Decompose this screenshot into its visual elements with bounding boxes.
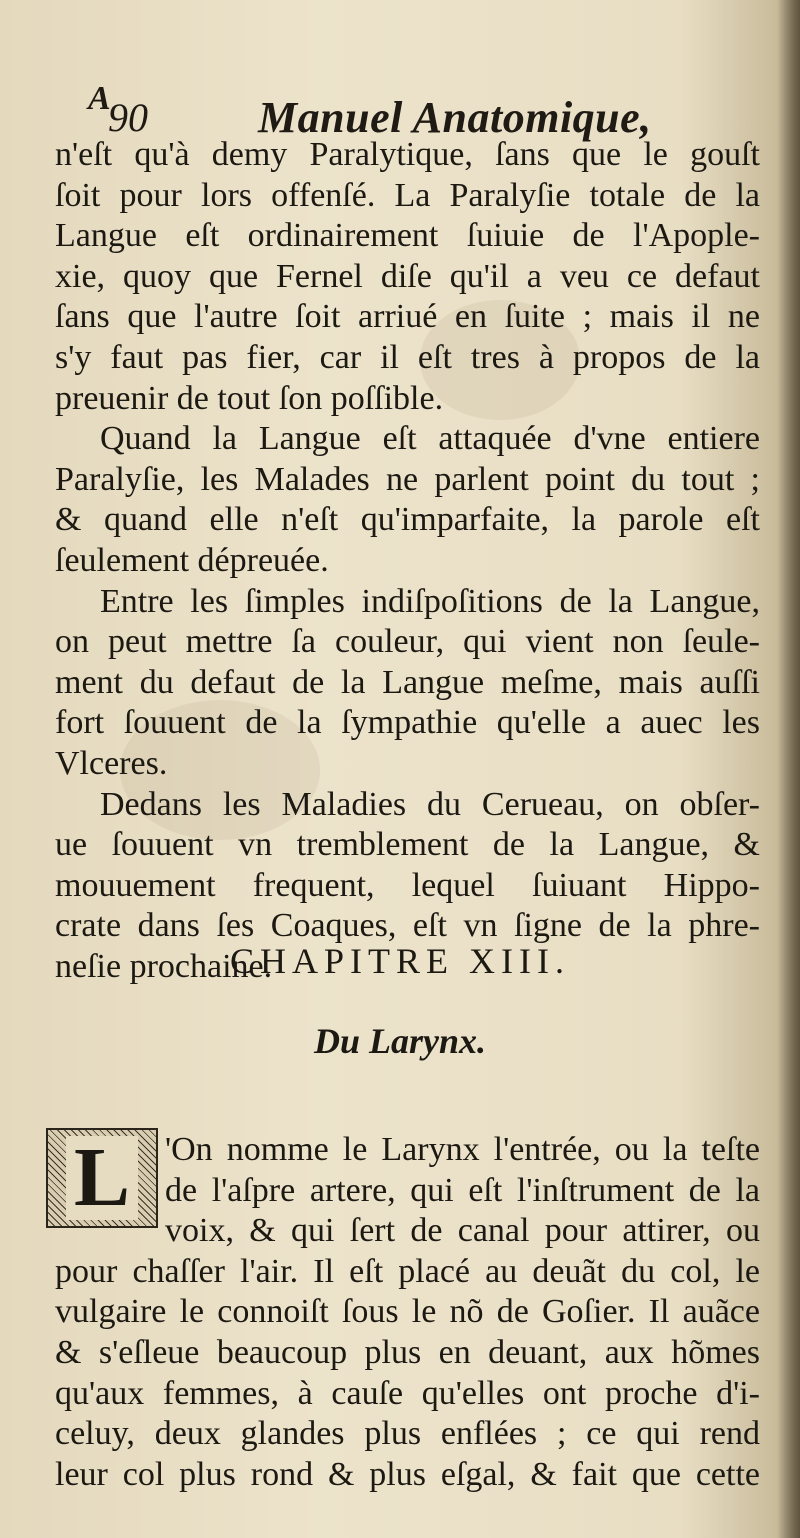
text-line: preuenir de tout ſon poſſible. [55, 379, 444, 417]
text-line: ſeulement dépreuée. [55, 541, 329, 579]
text-line: Langue eſt ordinairement ſuiuie de l'Apople- [55, 217, 760, 255]
text-line: leur col plus rond & plus eſgal, & fait que cette [55, 1455, 760, 1493]
text-line: Entre les ſimples indiſpoſitions de la Langue, [100, 582, 760, 620]
page-header [78, 80, 718, 140]
text-line: ſans que l'autre ſoit arriué en ſuite ; mais il ne [55, 298, 760, 336]
text-line: on peut mettre ſa couleur, qui vient non ſeule- [55, 623, 760, 661]
text-line: ment du defaut de la Langue meſme, mais auſſi [55, 663, 760, 701]
page-edge-shadow [778, 0, 800, 1538]
text-line: xie, quoy que Fernel diſe qu'il a veu ce defaut [55, 257, 760, 295]
chapter-paragraph [55, 1130, 760, 1495]
text-line: crate dans ſes Coaques, eſt vn ſigne de la phre- [55, 907, 760, 945]
text-line: de l'aſpre artere, qui eſt l'inſtrument de la [165, 1171, 760, 1209]
text-line: voix, & qui ſert de canal pour attirer, ou [165, 1212, 760, 1250]
text-line: celuy, deux glandes plus enflées ; ce qui rend [55, 1415, 760, 1453]
drop-cap-letter: L [66, 1136, 138, 1220]
text-line: Vlceres. [55, 744, 168, 782]
text-line: 'On nomme le Larynx l'entrée, ou la teſte [165, 1131, 760, 1168]
text-line: & s'eſleue beaucoup plus en deuant, aux hõmes [55, 1333, 760, 1371]
text-line: s'y faut pas fier, car il eſt tres à propos de la [55, 338, 760, 376]
body-paragraphs [55, 135, 760, 987]
page-number: 90 [108, 95, 148, 140]
text-line: pour chaſſer l'air. Il eſt placé au deuãt du col, le [55, 1252, 760, 1290]
text-line: qu'aux femmes, à cauſe qu'elles ont proche d'i- [55, 1374, 760, 1412]
text-line: ue ſouuent vn tremblement de la Langue, & [55, 826, 760, 864]
chapter-heading: CHAPITRE XIII. [230, 941, 570, 981]
text-line: fort ſouuent de la ſympathie qu'elle a auec les [55, 704, 760, 742]
signature-mark: A [88, 80, 111, 117]
text-line: n'eſt qu'à demy Paralytique, ſans que le gouſt [55, 136, 760, 173]
text-line: Paralyſie, les Malades ne parlent point du tout ; [55, 460, 760, 498]
text-line: mouuement frequent, lequel ſuiuant Hippo- [55, 866, 760, 904]
text-line: vulgaire le connoiſt ſous le nõ de Goſier. Il auãce [55, 1293, 760, 1331]
running-title: Manuel Anatomique, [258, 93, 652, 142]
text-line: ſoit pour lors offenſé. La Paralyſie totale de la [55, 176, 760, 214]
text-line: Quand la Langue eſt attaquée d'vne entiere [100, 420, 760, 458]
section-title: Du Larynx. [313, 1021, 487, 1061]
text-line: & quand elle n'eſt qu'imparfaite, la parole eſt [55, 501, 760, 539]
text-line: Dedans les Maladies du Cerueau, on obſer- [100, 785, 760, 823]
text-line: neſie prochaine. [55, 947, 273, 985]
